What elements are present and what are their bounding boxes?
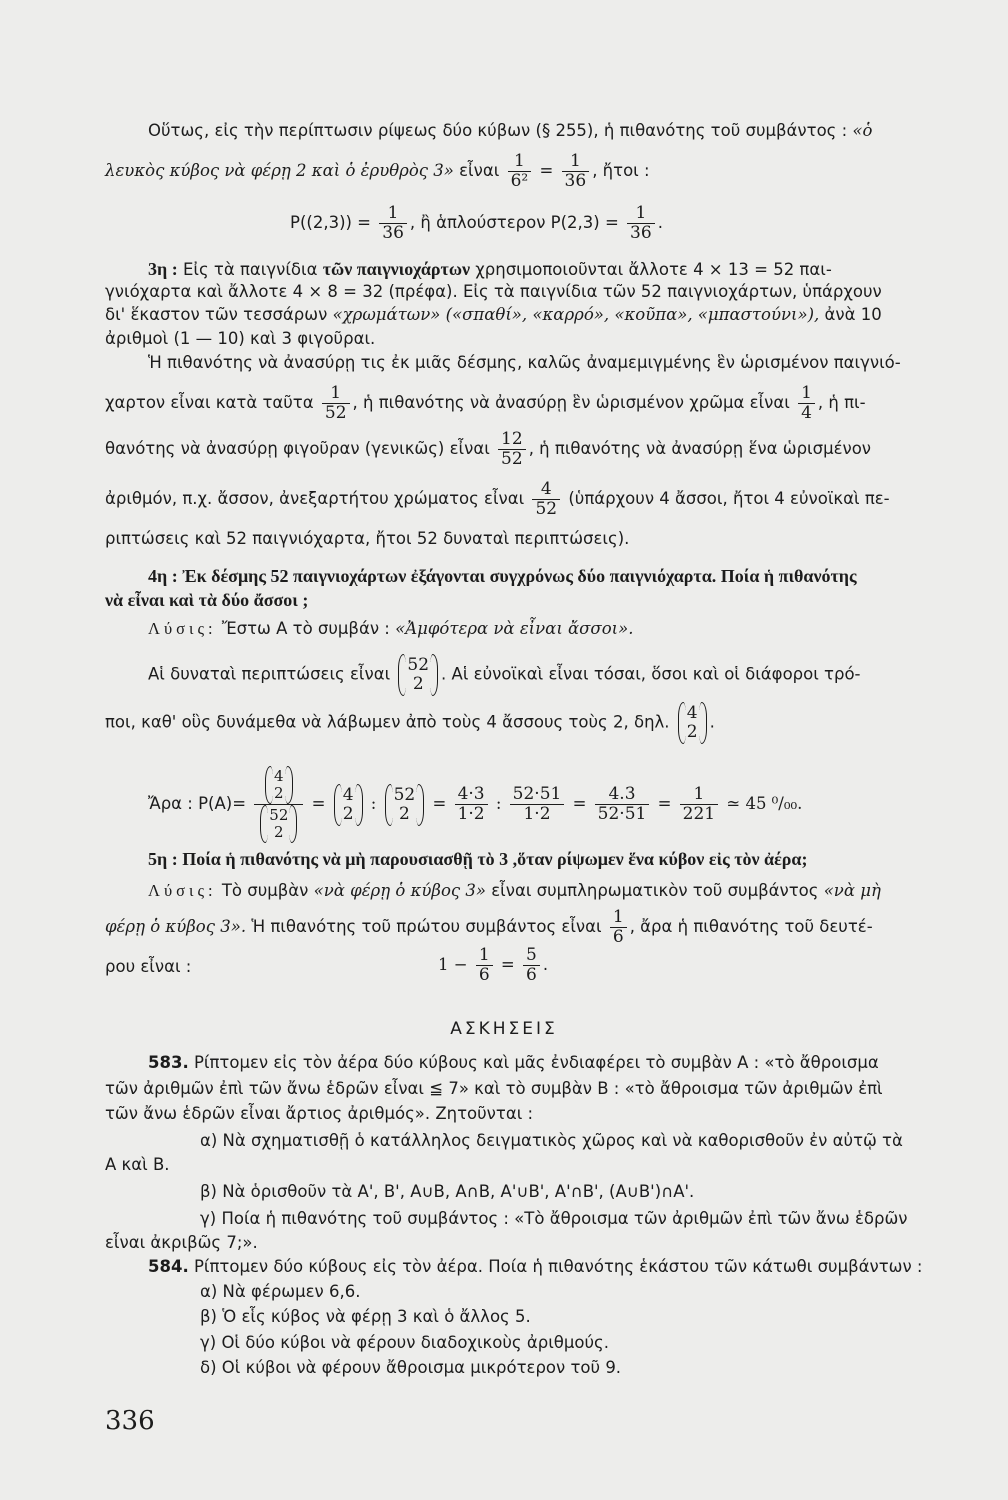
exercise-583-c: γ) Ποία ἡ πιθανότης τοῦ συμβάντος : «Τὸ ἄθροισμα τῶν ἀριθμῶν ἐπὶ τῶν ἄνω ἑδρῶν — [200, 1209, 908, 1228]
ex4-line-5: ποι, καθ' οὓς δυνάμεθα νὰ λάβωμεν ἀπὸ τοὺς 4 ἄσσους τοὺς 2, δηλ. 4 2 . — [105, 703, 715, 742]
intro-line-1: Οὕτως, εἰς τὴν περίπτωσιν ρίψεως δύο κύβων (§ 255), ἡ πιθανότης τοῦ συμβάντος : «ὁ — [148, 121, 873, 140]
fraction: $\frac{1}{36}$ — [379, 204, 407, 243]
ex4-equation: Ἄρα : P(A)= 4 2 52 2 = 4 2 : 52 2 = $\frac{4\cdot 3}{1\cdot 2}$ : $\frac{52\cdot 51}{1\cdot 2}$ = $\frac{4.3}{52\cdot 51}$ = $\frac{1}{221}$ ≃ 45 ⁰/₀₀. — [148, 767, 803, 841]
fraction: $\frac{1}{36}$ — [562, 152, 590, 191]
ex3-line-9: ριπτώσεις καὶ 52 παιγνιόχαρτα, ἤτοι 52 δυναταὶ περιπτώσεις). — [105, 529, 630, 548]
binomial: 52 2 — [398, 656, 438, 694]
exercises-title: ΑΣΚΗΣΕΙΣ — [450, 1019, 558, 1039]
exercise-584-a: α) Νὰ φέρωμεν 6,6. — [200, 1282, 361, 1301]
ex5-solution: Λύσις: Τὸ συμβὰν «νὰ φέρῃ ὁ κύβος 3» εἶναι συμπληρωματικὸν τοῦ συμβάντος «νὰ μὴ — [148, 881, 881, 900]
exercise-584-d: δ) Οἱ κύβοι νὰ φέρουν ἄθροισμα μικρότερον τοῦ 9. — [200, 1358, 622, 1377]
exercise-583-line-1: 583. Ρίπτομεν εἰς τὸν ἀέρα δύο κύβους καὶ μᾶς ἐνδιαφέρει τὸ συμβὰν Α : «τὸ ἄθροισμα — [148, 1053, 879, 1072]
fraction: $\frac{1}{6}$ — [610, 908, 627, 947]
ex4-solution: Λύσις: Ἔστω Α τὸ συμβάν : «Ἀμφότερα νὰ εἶναι ἄσσοι». — [148, 619, 634, 638]
fraction: $\frac{1}{4}$ — [798, 384, 815, 423]
ex5-line-3: φέρῃ ὁ κύβος 3». Ἡ πιθανότης τοῦ πρώτου συμβάντος εἶναι $\frac{1}{6}$ , ἄρα ἡ πιθανότης τοῦ δευτέ- — [105, 907, 873, 947]
fraction: $\frac{1}{\text{6²}}$ — [508, 152, 532, 191]
fraction: $\frac{4\cdot 3}{1\cdot 2}$ — [455, 785, 488, 824]
ex3-line-5: Ἡ πιθανότης νὰ ἀνασύρῃ τις ἐκ μιᾶς δέσμης, καλῶς ἀναμεμιγμένης ἓν ὡρισμένον παιγνιό- — [148, 353, 901, 372]
ex3-line-7: θανότης νὰ ἀνασύρῃ φιγοῦραν (γενικῶς) εἶναι $\frac{12}{52}$ , ἡ πιθανότης νὰ ἀνασύρῃ ἕνα ὡρισμένον — [105, 429, 872, 469]
exercise-584-b: β) Ὁ εἷς κύβος νὰ φέρῃ 3 καὶ ὁ ἄλλος 5. — [200, 1307, 531, 1326]
intro-formula: P((2,3)) = $\frac{1}{36}$ , ἢ ἁπλούστερον P(2,3) = $\frac{1}{36}$ . — [290, 203, 663, 243]
intro-line-2: λευκὸς κύβος νὰ φέρῃ 2 καὶ ὁ ἐρυθρὸς 3» εἶναι $\frac{1}{\text{6²}}$ = $\frac{1}{36}$ , ἤτοι : — [105, 151, 650, 191]
exercise-583-line-3: τῶν ἄνω ἑδρῶν εἶναι ἄρτιος ἀριθμός». Ζητοῦνται : — [105, 1104, 534, 1123]
ex5-heading: 5η : Ποία ἡ πιθανότης νὰ μὴ παρουσιασθῇ τὸ 3 ,ὅταν ρίψωμεν ἕνα κύβον εἰς τὸν ἀέρα; — [148, 849, 808, 869]
fraction: $\frac{4}{52}$ — [532, 480, 560, 519]
ex5-formula: 1 − $\frac{1}{6}$ = $\frac{5}{6}$ . — [438, 945, 549, 985]
exercise-583-a-cont: Α καὶ Β. — [105, 1155, 170, 1174]
ex4-line-4: Αἱ δυναταὶ περιπτώσεις εἶναι 52 2 . Αἱ εὐνοϊκαὶ εἶναι τόσαι, ὅσοι καὶ οἱ διάφοροι τρό- — [148, 655, 861, 694]
ex3-line-3: δι' ἕκαστον τῶν τεσσάρων «χρωμάτων» («σπαθί», «καρρό», «κοῦπα», «μπαστούνι»), ἀνὰ 10 — [105, 305, 882, 324]
ex3-line-1: 3η : Εἰς τὰ παιγνίδια τῶν παιγνιοχάρτων χρησιμοποιοῦνται ἄλλοτε 4 × 13 = 52 παι- — [148, 259, 832, 279]
binomial: 4 2 — [334, 786, 363, 824]
exercise-583-a: α) Νὰ σχηματισθῇ ὁ κατάλληλος δειγματικὸς χῶρος καὶ νὰ καθορισθοῦν ἐν αὐτῷ τὰ — [200, 1131, 903, 1150]
binomial: 52 2 — [385, 786, 425, 824]
ex3-line-6: χαρτον εἶναι κατὰ ταῦτα $\frac{1}{52}$ , ἡ πιθανότης νὰ ἀνασύρῃ ἓν ὡρισμένον χρῶμα εἶναι $\frac{1}{4}$ , ἡ πι- — [105, 383, 866, 423]
exercise-583-c-cont: εἶναι ἀκριβῶς 7;». — [105, 1233, 258, 1252]
ex3-line-4: ἀριθμοὶ (1 — 10) καὶ 3 φιγοῦραι. — [105, 329, 376, 348]
ex3-line-8: ἀριθμόν, π.χ. ἄσσον, ἀνεξαρτήτου χρώματος εἶναι $\frac{4}{52}$ (ὑπάρχουν 4 ἄσσοι, ἤτοι 4 εὐνοϊκαὶ πε- — [105, 479, 890, 519]
ex4-heading-2: νὰ εἶναι καὶ τὰ δύο ἄσσοι ; — [105, 590, 309, 610]
page-number: 336 — [105, 1406, 155, 1436]
fraction: $\frac{1}{6}$ — [476, 946, 493, 985]
exercise-583-line-2: τῶν ἀριθμῶν ἐπὶ τῶν ἄνω ἑδρῶν εἶναι ≦ 7» καὶ τὸ συμβὰν Β : «τὸ ἄθροισμα τῶν ἀριθμῶν ἐπὶ — [105, 1079, 883, 1098]
fraction: $\frac{4.3}{52\cdot 51}$ — [595, 785, 650, 824]
fraction: $\frac{52\cdot 51}{1\cdot 2}$ — [510, 785, 565, 824]
exercise-584-line-1: 584. Ρίπτομεν δύο κύβους εἰς τὸν ἀέρα. Ποία ἡ πιθανότης ἑκάστου τῶν κάτωθι συμβάντων : — [148, 1257, 923, 1276]
ex4-heading: 4η : Ἐκ δέσμης 52 παιγνιοχάρτων ἐξάγονται συγχρόνως δύο παιγνιόχαρτα. Ποία ἡ πιθανότης — [148, 566, 857, 586]
binomial-fraction: 4 2 52 2 — [254, 768, 303, 841]
fraction: $\frac{1}{36}$ — [627, 204, 655, 243]
ex5-line-4: ρου εἶναι : — [105, 957, 192, 976]
binomial: 4 2 — [678, 704, 707, 742]
fraction: $\frac{12}{52}$ — [498, 430, 526, 469]
exercise-583-b: β) Νὰ ὁρισθοῦν τὰ Α', Β', Α∪Β, Α∩Β, Α'∪Β', Α'∩Β', (Α∪Β')∩Α'. — [200, 1182, 695, 1201]
exercise-584-c: γ) Οἱ δύο κύβοι νὰ φέρουν διαδοχικοὺς ἀριθμούς. — [200, 1333, 609, 1352]
fraction: $\frac{5}{6}$ — [523, 946, 540, 985]
fraction: $\frac{1}{52}$ — [322, 384, 350, 423]
ex3-line-2: γνιόχαρτα καὶ ἄλλοτε 4 × 8 = 32 (πρέφα). Εἰς τὰ παιγνίδια τῶν 52 παιγνιοχάρτων, ὑπάρχουν — [105, 282, 882, 301]
fraction: $\frac{1}{221}$ — [680, 785, 718, 824]
